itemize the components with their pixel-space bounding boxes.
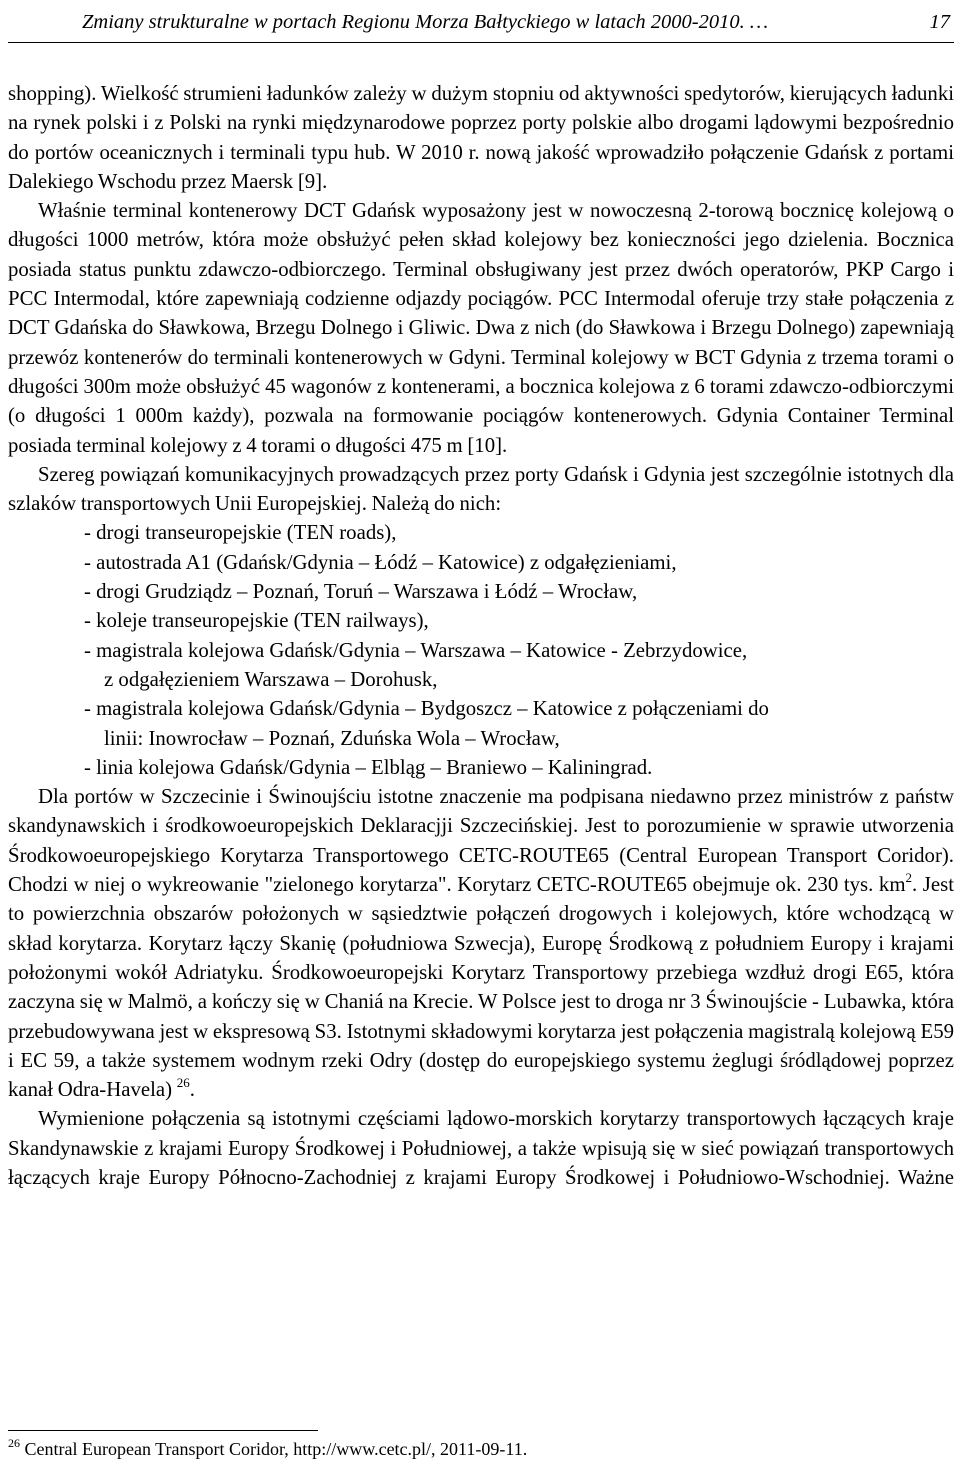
paragraph-1: shopping). Wielkość strumieni ładunków zależy w dużym stopniu od aktywności spedytorów, kierujących ładunki na rynek polski i z Polski na rynki międzynarodowe poprzez porty polskie albo drogami lądowymi bezpośrednio do portów oceanicznych i terminali typu hub. W 2010 r. nową jakość wprowadziło połączenie Gdańsk z portami Dalekiego Wschodu przez Maersk [9]. bbox=[8, 82, 954, 193]
running-header bbox=[8, 2, 954, 43]
superscript-exponent: 2 bbox=[905, 870, 912, 886]
list-item-continuation: z odgałęzieniem Warszawa – Dorohusk, bbox=[104, 667, 438, 691]
paragraph-5: Wymienione połączenia są istotnymi częściami lądowo-morskich korytarzy transportowych łączących kraje Skandynawskie z krajami Europy Środkowej i Południowej, a także wpisują się w sieć powiązań transportowych łączących kraje Europy Północno-Zachodniej z krajami Europy Środkowej i Południowo-Wschodniej. Ważne bbox=[8, 1107, 954, 1189]
footnote-separator bbox=[8, 1430, 318, 1431]
list-item: - drogi transeuropejskie (TEN roads), bbox=[84, 521, 397, 545]
header-title: Zmiany strukturalne w portach Regionu Morza Bałtyckiego w latach 2000-2010. … bbox=[82, 11, 769, 33]
page-number: 17 bbox=[929, 11, 950, 33]
paragraph-3: Szereg powiązań komunikacyjnych prowadzących przez porty Gdańsk i Gdynia jest szczególnie istotnych dla szlaków transportowych Unii Europejskiej. Należą do nich: bbox=[8, 462, 954, 516]
footnote-reference[interactable]: 26 bbox=[176, 1075, 190, 1091]
list-item: - magistrala kolejowa Gdańsk/Gdynia – Bydgoszcz – Katowice z połączeniami do linii: Inowrocław – Poznań, Zduńska Wola – Wrocław, bbox=[8, 694, 954, 753]
list-item: - koleje transeuropejskie (TEN railways), bbox=[84, 609, 429, 633]
connections-list bbox=[8, 518, 954, 782]
footnote-26 bbox=[8, 1438, 527, 1460]
footnote-text: Central European Transport Coridor, http://www.cetc.pl/, 2011-09-11. bbox=[20, 1439, 528, 1459]
paragraph-4: Dla portów w Szczecinie i Świnoujściu istotne znaczenie ma podpisana niedawno przez ministrów z państw skandynawskich i środkowoeuropejskich Deklaracjji Szczecińskiej. Jest to porozumienie w sprawie utworzenia Środkowoeuropejskiego Korytarza Transportowego CETC-ROUTE65 (Central European Transport Coridor). Chodzi w niej o wykreowanie "zielonego korytarza". Korytarz CETC-ROUTE65 obejmuje ok. 230 tys. $km^2$. Jest to powierzchnia obszarów położonych w sąsiedztwie połączeń drogowych i kolejowych, które wchodzącą w skład korytarza. Korytarz łączy Skanię (południowa Szwecja), Europę Środkową z południem Europy i krajami położonymi wokół Adriatyku. Środkowoeuropejski Korytarz Transportowy przebiega wzdłuż drogi E65, która zaczyna się w Malmö, a kończy się w Chaniá na Krecie. W Polsce jest to droga nr 3 Świnoujście - Lubawka, która przebudowywana jest w ekspresową S3. Istotnymi składowymi korytarza jest połączenia magistralą kolejową E59 i EC 59, a także systemem wodnym rzeki Odry (dostęp do europejskiego systemu żeglugi śródlądowej poprzez kanał Odra-Havela) $^{26}$. bbox=[8, 785, 954, 1102]
list-item: - linia kolejowa Gdańsk/Gdynia – Elbląg – Braniewo – Kaliningrad. bbox=[84, 755, 653, 779]
list-item-continuation: linii: Inowrocław – Poznań, Zduńska Wola – Wrocław, bbox=[104, 726, 560, 750]
paragraph-2: Właśnie terminal kontenerowy DCT Gdańsk wyposażony jest w nowoczesną 2-torową bocznicę kolejową o długości 1000 metrów, która może obsłużyć pełen skład kolejowy bez konieczności jego dzielenia. Bocznica posiada status punktu zdawczo-odbiorczego. Terminal obsługiwany jest przez dwóch operatorów, PKP Cargo i PCC Intermodal, które zapewniają codzienne odjazdy pociągów. PCC Intermodal oferuje trzy stałe połączenia z DCT Gdańska do Sławkowa, Brzegu Dolnego i Gliwic. Dwa z nich (do Sławkowa i Brzegu Dolnego) zapewniają przewóz kontenerów do terminali kontenerowych w Gdyni. Terminal kolejowy w BCT Gdynia z trzema torami o długości 300m może obsłużyć 45 wagonów z kontenerami, a bocznica kolejowa z 6 torami zdawczo-odbiorczymi (o długości 1 000m każdy), pozwala na formowanie pociągów kontenerowych. Gdynia Container Terminal posiada terminal kolejowy z 4 torami o długości 475 m [10]. bbox=[8, 199, 954, 457]
document-body bbox=[8, 79, 954, 1192]
list-item: - drogi Grudziądz – Poznań, Toruń – Warszawa i Łódź – Wrocław, bbox=[84, 580, 638, 604]
footnote-number: 26 bbox=[8, 1436, 20, 1450]
list-item: - magistrala kolejowa Gdańsk/Gdynia – Warszawa – Katowice - Zebrzydowice, z odgałęzieniem Warszawa – Dorohusk, bbox=[8, 636, 954, 695]
list-item: - autostrada A1 (Gdańsk/Gdynia – Łódź – Katowice) z odgałęzieniami, bbox=[84, 550, 677, 574]
